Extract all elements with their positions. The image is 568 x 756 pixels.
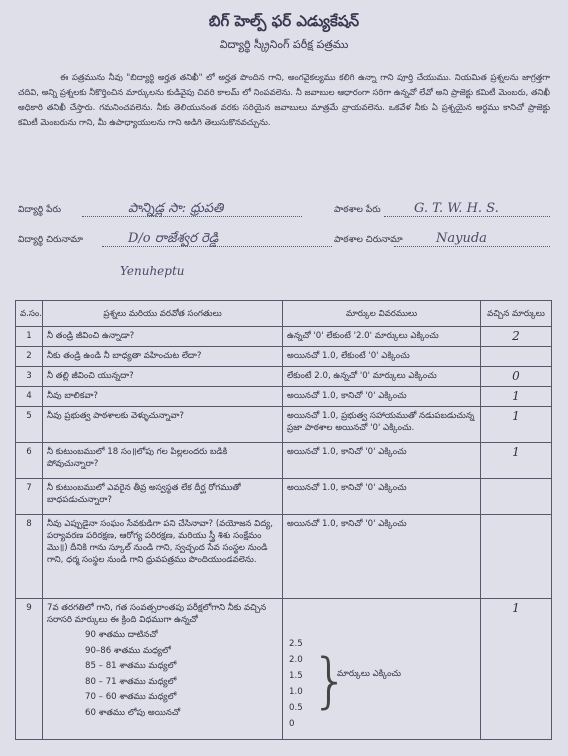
grade-item: 85 – 81 శాతము మధ్యలో xyxy=(85,661,177,671)
row-number: 4 xyxy=(16,387,43,407)
student-address-value[interactable]: D/o రాజేశ్వర రెడ్డి xyxy=(128,231,219,246)
grade-item: 90 శాతము దాటినచో xyxy=(85,630,158,640)
grade-mark: 0.5 xyxy=(289,703,303,713)
table-row xyxy=(16,479,552,515)
row-marks-details: అయినచో 1.0, కానిచో '0' ఎక్కించు xyxy=(283,515,481,599)
row-score[interactable] xyxy=(481,347,552,367)
row-marks-details: అయినచో 1.0, కానిచో '0' ఎక్కించు xyxy=(283,443,481,479)
row-score[interactable]: 0 xyxy=(481,367,552,387)
grade-mark: 2.0 xyxy=(289,655,303,665)
row-number: 5 xyxy=(16,407,43,443)
right-brace-icon: } xyxy=(311,646,350,716)
row-question: నీవు బాలికవా? xyxy=(43,387,283,407)
col-header-question: ప్రశ్నలు మరియు వరవోత సంగతులు xyxy=(43,301,283,327)
row-number: 9 xyxy=(16,599,43,740)
row-marks-details: ఉన్నచో '0' లేకుంటే '2.0' మార్కులు ఎక్కించు xyxy=(283,327,481,347)
form-title: బిగ్ హెల్ప్ ఫర్ ఎడ్యుకేషన్ xyxy=(208,12,360,30)
grade-mark: 1.5 xyxy=(289,671,303,681)
row-question: నీ కుటుంబములో 18 సం॥లోపు గల పిల్లలందరు బడికి పోవుచున్నారా? xyxy=(43,443,283,479)
row-question: నీకు తండ్రి ఉండి నీ బాధ్యతా వహించుట లేదా? xyxy=(43,347,283,367)
table-row xyxy=(16,387,552,407)
grade-mark: 2.5 xyxy=(289,639,303,649)
student-name-row xyxy=(18,203,550,219)
school-name-label: పాఠశాల పేరు xyxy=(334,205,381,215)
school-name-line xyxy=(384,216,550,217)
school-name-value[interactable]: G. T. W. H. S. xyxy=(414,201,499,216)
grade-item: 80 – 71 శాతము మధ్యలో xyxy=(85,676,177,687)
row-score[interactable]: 1 xyxy=(481,387,552,407)
row-marks-details: అయినచో 1.0, ప్రభుత్వ సహాయముతో నడుపబడుచున్న ప్రజా పాఠశాల అయినచో '0' ఎక్కించు. xyxy=(283,407,481,443)
row-question xyxy=(43,599,283,740)
row-question: నీ తండ్రి జీవించి ఉన్నాడా? xyxy=(43,327,283,347)
row-score[interactable] xyxy=(481,479,552,515)
table-row xyxy=(16,599,552,740)
student-name-label: విద్యార్థి పేరు xyxy=(18,205,61,215)
row-number: 3 xyxy=(16,367,43,387)
row-score[interactable]: 1 xyxy=(481,407,552,443)
grade-marks-block xyxy=(287,638,476,736)
table-row xyxy=(16,327,552,347)
address-row xyxy=(18,233,550,249)
grade-item: 70 – 60 శాతము మధ్యలో xyxy=(85,692,177,702)
table-header-row xyxy=(16,301,552,327)
grade-mark: 0 xyxy=(289,719,295,729)
table-row xyxy=(16,367,552,387)
col-header-serial: వ.సం. xyxy=(16,301,43,327)
student-address-label: విద్యార్థి చిరునామా xyxy=(18,235,83,245)
row-marks-details: అయినచో 1.0, కానిచో '0' ఎక్కించు xyxy=(283,387,481,407)
school-address-value[interactable]: Nayuda xyxy=(436,231,487,246)
row-question: నీవు ఎప్పుడైనా సంఘం సేవకుడిగా పని చేసినావా? (వయోజన విద్య, పర్యావరణ పరిరక్షణ, ఆరోగ్య పరిరక్షణ, మరియు స్త్రీ శిశు సంక్షేమం మొ॥) దీనికి గాను స్కూల్ నుండి గాని, స్వచ్ఛంద సేవ సంస్థల నుండి గాని, ధర్మ సంస్థల నుండి గాని ధ్రువపత్రము పొందియుండవలెను. xyxy=(43,515,283,599)
school-address-line xyxy=(394,246,550,247)
row-marks-details xyxy=(283,599,481,740)
table-row xyxy=(16,407,552,443)
grade-mark: 1.0 xyxy=(289,687,303,697)
instructions-paragraph: ఈ పత్రమును నీవు "బిద్యార్థి అర్హత తనిఖీ" లో అర్హత పొందిన గాని, అంగవైకల్యము కలిగి ఉన్నా గాని పూర్తి చేయుము. నియమిత ప్రశ్నలను జాగ్రత్తగా చదివి, అన్ని ప్రశ్నలకు నీకొర్తించిన మార్కులను కుడివైపు చివరి కాలమ్ లో నింపవలెను. నీ జవాబుల ఆధారంగా సరిగా ఉన్నవో లేవో అని ప్రాజెక్టు కమిటీ మెంబరు, తనిఖీ అధికారి తనిఖీ చేస్తారు. గమనించవలెను. నీకు తెలియునంత వరకు సరియైన జవాబులు మాత్రమే వ్రాయవలెను. ఒకవేళ నీకు ఏ ప్రశ్నయైన అర్థము కానిచో ప్రాజెక్టు కమిటీ మెంబరును గాని, మీ ఉపాధ్యాయులను గాని అడిగి తెలుసుకొనవచ్చును. xyxy=(18,72,550,127)
student-name-value[interactable]: పాన్నిడ్ల సా: ధ్రుపతి xyxy=(128,201,224,216)
grade-list xyxy=(47,628,278,721)
grade-item: 60 శాతము లోపు అయినచో xyxy=(85,707,181,718)
address-line-2[interactable]: Yenuheptu xyxy=(120,264,185,278)
row-score[interactable]: 1 xyxy=(481,443,552,479)
form-subtitle: విద్యార్థి స్క్రీనింగ్ పరీక్ష పత్రము xyxy=(219,38,349,51)
row-number: 7 xyxy=(16,479,43,515)
school-address-label: పాఠశాల చిరునామా xyxy=(334,235,403,245)
row-score[interactable]: 2 xyxy=(481,327,552,347)
row-question: నీవు ప్రభుత్వ పాఠశాలకు వెళ్ళుచున్నావా? xyxy=(43,407,283,443)
grade-item: 90–86 శాతము మధ్యలో xyxy=(85,645,171,656)
row-question-text: 7వ తరగతిలో గాని, గత సంవత్సరాంతపు పరీక్షలోగాని నీకు వచ్చిన సరాసరి మార్కులు ఈ క్రింది విధముగా ఉన్నచో xyxy=(47,603,267,625)
row-question: నీ కుటుంబములో ఎవరైన తీవ్ర అస్వస్థత లేక దీర్ఘ రోగముతో బాధపడుచున్నారా? xyxy=(43,479,283,515)
col-header-marks-details: మార్కుల వివరములు xyxy=(283,301,481,327)
table-row xyxy=(16,443,552,479)
grade-marks-label: మార్కులు ఎక్కించు xyxy=(337,669,402,679)
row-number: 2 xyxy=(16,347,43,367)
table-row xyxy=(16,515,552,599)
row-score[interactable]: 1 xyxy=(481,599,552,740)
row-marks-details: అయినచో 1.0, లేకుంటే '0' ఎక్కించు xyxy=(283,347,481,367)
row-score[interactable] xyxy=(481,515,552,599)
questions-table xyxy=(15,300,552,740)
row-number: 8 xyxy=(16,515,43,599)
row-marks-details: అయినచో 1.0, కానిచో '0' ఎక్కించు xyxy=(283,479,481,515)
row-number: 1 xyxy=(16,327,43,347)
col-header-marks-obtained: వచ్చిన మార్కులు xyxy=(481,301,552,327)
row-marks-details: లేకుంటే 2.0, ఉన్నచో '0' మార్కులు ఎక్కించు xyxy=(283,367,481,387)
row-question: నీ తల్లి జీవించి యున్నదా? xyxy=(43,367,283,387)
row-number: 6 xyxy=(16,443,43,479)
table-row xyxy=(16,347,552,367)
